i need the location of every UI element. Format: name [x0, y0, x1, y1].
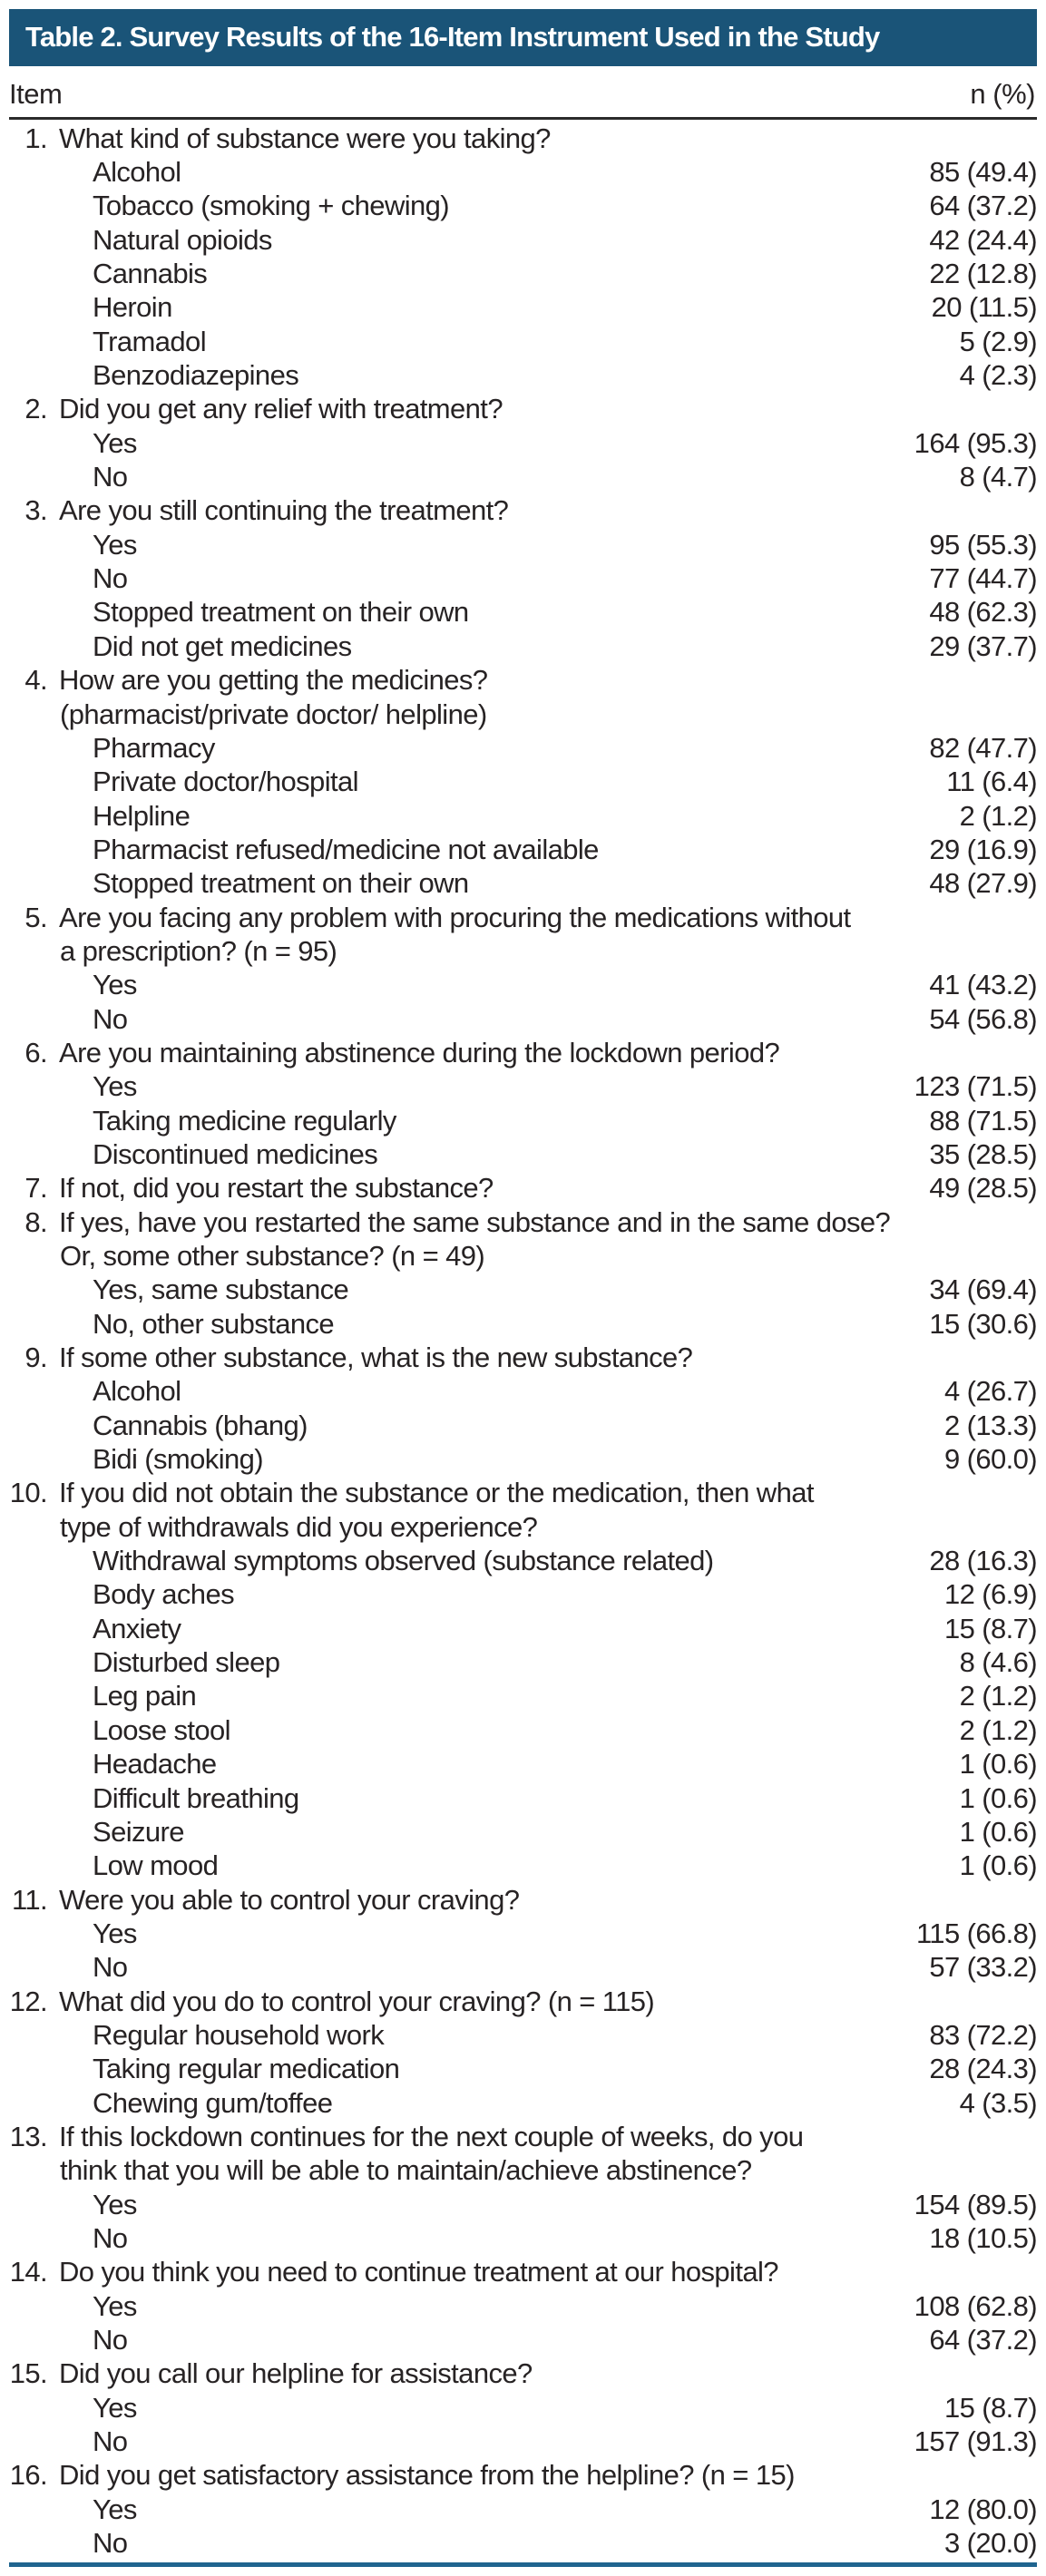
- answer-row: [9, 2323, 1037, 2356]
- table-title-bar: [9, 9, 1037, 66]
- answer-row: [9, 460, 1037, 493]
- question-number: 10.: [9, 1477, 47, 1509]
- answer-label: Loose stool: [93, 1713, 230, 1746]
- value-cell: 35 (28.5): [929, 1137, 1037, 1170]
- answer-row: [9, 867, 1037, 901]
- value-cell: 2 (1.2): [959, 799, 1037, 832]
- value-cell: 15 (8.7): [943, 2391, 1037, 2424]
- question-number: 1.: [24, 122, 47, 154]
- column-header-row: [9, 66, 1037, 117]
- answer-label: Heroin: [93, 291, 172, 324]
- answer-label: Chewing gum/toffee: [93, 2086, 333, 2119]
- answer-row: [9, 257, 1037, 290]
- answer-label: Stopped treatment on their own: [93, 867, 469, 900]
- value-cell: 8 (4.7): [959, 461, 1037, 493]
- question-number: 15.: [9, 2357, 47, 2390]
- value-cell: 49 (28.5): [929, 1172, 1037, 1205]
- value-cell: 12 (6.9): [943, 1578, 1037, 1611]
- question-row-continuation: [9, 934, 1037, 968]
- answer-label: Tramadol: [93, 325, 206, 357]
- answer-row: [9, 1849, 1037, 1883]
- question-text-continuation: think that you will be able to maintain/achieve abstinence?: [60, 2154, 752, 2187]
- question-row-continuation: [9, 2154, 1037, 2188]
- question-text-continuation: type of withdrawals did you experience?: [60, 1510, 538, 1543]
- answer-label: Helpline: [93, 799, 191, 832]
- question-text: If you did not obtain the substance or the medication, then what: [59, 1477, 814, 1509]
- answer-label: Yes: [93, 1070, 137, 1103]
- question-row: [9, 2357, 1037, 2391]
- question-text: Did you call our helpline for assistance?: [59, 2357, 533, 2390]
- answer-row: [9, 325, 1037, 358]
- value-cell: 22 (12.8): [929, 258, 1037, 290]
- value-cell: 3 (20.0): [943, 2527, 1037, 2560]
- answer-row: [9, 2425, 1037, 2458]
- value-cell: 48 (62.3): [929, 596, 1037, 629]
- answer-row: [9, 190, 1037, 223]
- question-number: 16.: [9, 2459, 47, 2492]
- value-cell: 108 (62.8): [914, 2289, 1037, 2322]
- answer-row: [9, 766, 1037, 799]
- question-row: [9, 1205, 1037, 1239]
- value-cell: 34 (69.4): [929, 1273, 1037, 1306]
- answer-label: Disturbed sleep: [93, 1646, 280, 1679]
- answer-label: Yes: [93, 969, 137, 1001]
- value-cell: 42 (24.4): [929, 223, 1037, 256]
- table-bottom-rule: [9, 2562, 1037, 2567]
- answer-label: Leg pain: [93, 1680, 197, 1712]
- answer-row: [9, 731, 1037, 765]
- question-text: Are you still continuing the treatment?: [59, 494, 509, 527]
- table-body: [9, 120, 1037, 2561]
- answer-label: Withdrawal symptoms observed (substance related): [93, 1545, 714, 1577]
- value-cell: 9 (60.0): [943, 1443, 1037, 1476]
- answer-label: No: [93, 1002, 128, 1035]
- value-cell: 8 (4.6): [959, 1646, 1037, 1679]
- value-cell: 48 (27.9): [929, 867, 1037, 900]
- value-cell: 12 (80.0): [929, 2493, 1037, 2525]
- answer-row: [9, 629, 1037, 663]
- answer-label: Yes: [93, 2391, 137, 2424]
- answer-label: Discontinued medicines: [93, 1137, 378, 1170]
- answer-label: No: [93, 1951, 128, 1984]
- answer-row: [9, 1748, 1037, 1781]
- answer-row: [9, 1409, 1037, 1442]
- answer-row: [9, 223, 1037, 257]
- answer-label: Yes: [93, 2188, 137, 2220]
- answer-row: [9, 1815, 1037, 1849]
- answer-row: [9, 969, 1037, 1002]
- question-text: Did you get any relief with treatment?: [59, 393, 503, 425]
- value-cell: 77 (44.7): [929, 562, 1037, 595]
- value-cell: 57 (33.2): [929, 1951, 1037, 1984]
- value-cell: 28 (24.3): [929, 2053, 1037, 2085]
- value-cell: 1 (0.6): [959, 1781, 1037, 1814]
- question-number: 9.: [24, 1342, 47, 1374]
- answer-label: Natural opioids: [93, 223, 272, 256]
- question-row: [9, 1036, 1037, 1069]
- question-text: Are you maintaining abstinence during the lockdown period?: [59, 1036, 780, 1068]
- question-number: 8.: [24, 1205, 47, 1238]
- question-row: [9, 664, 1037, 698]
- value-cell: 2 (1.2): [959, 1713, 1037, 1746]
- answer-label: Yes: [93, 2493, 137, 2525]
- answer-label: No: [93, 2324, 128, 2356]
- value-cell: 18 (10.5): [929, 2221, 1037, 2254]
- value-cell: 41 (43.2): [929, 969, 1037, 1001]
- answer-row: [9, 291, 1037, 325]
- question-text: If this lockdown continues for the next couple of weeks, do you: [59, 2120, 804, 2152]
- value-cell: 2 (13.3): [943, 1409, 1037, 1441]
- answer-label: No: [93, 461, 128, 493]
- answer-row: [9, 426, 1037, 460]
- answer-label: No: [93, 2221, 128, 2254]
- answer-label: Body aches: [93, 1578, 234, 1611]
- value-cell: 29 (37.7): [929, 629, 1037, 662]
- question-row-continuation: [9, 1239, 1037, 1273]
- question-number: 2.: [24, 393, 47, 425]
- value-cell: 64 (37.2): [929, 190, 1037, 222]
- answer-row: [9, 1781, 1037, 1815]
- question-text-continuation: a prescription? (n = 95): [60, 934, 337, 967]
- question-row: [9, 1341, 1037, 1374]
- value-cell: 88 (71.5): [929, 1104, 1037, 1137]
- question-text: How are you getting the medicines?: [59, 664, 488, 697]
- table-title: Table 2. Survey Results of the 16-Item Instrument Used in the Study: [25, 20, 880, 53]
- answer-row: [9, 2221, 1037, 2255]
- answer-row: [9, 2053, 1037, 2086]
- value-cell: 11 (6.4): [946, 766, 1037, 798]
- answer-row: [9, 1307, 1037, 1341]
- answer-row: [9, 2018, 1037, 2052]
- answer-row: [9, 799, 1037, 833]
- answer-label: Alcohol: [93, 156, 181, 189]
- answer-label: No: [93, 562, 128, 595]
- question-text: Did you get satisfactory assistance from the helpline? (n = 15): [59, 2459, 795, 2492]
- answer-row: [9, 1544, 1037, 1577]
- answer-label: Tobacco (smoking + chewing): [93, 190, 450, 222]
- answer-label: Did not get medicines: [93, 629, 352, 662]
- answer-label: No: [93, 2527, 128, 2560]
- answer-label: No: [93, 2425, 128, 2458]
- value-cell: 95 (55.3): [929, 528, 1037, 561]
- question-row: [9, 1172, 1037, 1205]
- answer-label: Taking medicine regularly: [93, 1104, 396, 1137]
- value-cell: 85 (49.4): [929, 156, 1037, 189]
- answer-row: [9, 1578, 1037, 1612]
- question-text-continuation: (pharmacist/private doctor/ helpline): [60, 698, 487, 730]
- answer-row: [9, 2086, 1037, 2120]
- answer-row: [9, 1951, 1037, 1985]
- answer-row: [9, 1713, 1037, 1747]
- answer-row: [9, 1070, 1037, 1104]
- question-text: Were you able to control your craving?: [59, 1883, 520, 1916]
- answer-label: Yes: [93, 528, 137, 561]
- answer-label: Difficult breathing: [93, 1781, 299, 1814]
- value-cell: 154 (89.5): [914, 2188, 1037, 2220]
- answer-label: Cannabis (bhang): [93, 1409, 308, 1441]
- answer-label: Regular household work: [93, 2018, 385, 2051]
- question-row: [9, 1883, 1037, 1917]
- column-header-item: Item: [9, 78, 63, 110]
- value-cell: 15 (30.6): [929, 1307, 1037, 1340]
- column-header-n-percent: n (%): [970, 78, 1035, 110]
- question-number: 5.: [24, 901, 47, 933]
- value-cell: 82 (47.7): [929, 731, 1037, 764]
- question-row: [9, 1477, 1037, 1510]
- answer-row: [9, 358, 1037, 392]
- value-cell: 28 (16.3): [929, 1545, 1037, 1577]
- answer-row: [9, 2493, 1037, 2526]
- answer-row: [9, 1273, 1037, 1307]
- answer-label: Pharmacist refused/medicine not available: [93, 833, 599, 865]
- question-row-continuation: [9, 698, 1037, 731]
- question-text: Do you think you need to continue treatment at our hospital?: [59, 2256, 778, 2288]
- value-cell: 1 (0.6): [959, 1815, 1037, 1848]
- answer-label: Bidi (smoking): [93, 1443, 263, 1476]
- answer-label: Stopped treatment on their own: [93, 596, 469, 629]
- answer-label: Cannabis: [93, 258, 208, 290]
- question-number: 12.: [9, 1985, 47, 2017]
- value-cell: 83 (72.2): [929, 2018, 1037, 2051]
- answer-label: Taking regular medication: [93, 2053, 400, 2085]
- question-text-continuation: Or, some other substance? (n = 49): [60, 1240, 485, 1273]
- value-cell: 123 (71.5): [914, 1070, 1037, 1103]
- value-cell: 164 (95.3): [914, 426, 1037, 459]
- question-number: 4.: [24, 664, 47, 697]
- question-number: 3.: [24, 494, 47, 527]
- value-cell: 157 (91.3): [914, 2425, 1037, 2458]
- question-row-continuation: [9, 1510, 1037, 1544]
- value-cell: 1 (0.6): [959, 1849, 1037, 1882]
- answer-row: [9, 528, 1037, 561]
- question-text: If not, did you restart the substance?: [59, 1172, 494, 1205]
- answer-label: Low mood: [93, 1849, 219, 1882]
- question-row: [9, 1985, 1037, 2018]
- value-cell: 20 (11.5): [931, 291, 1037, 324]
- value-cell: 64 (37.2): [929, 2324, 1037, 2356]
- answer-row: [9, 1645, 1037, 1679]
- value-cell: 2 (1.2): [959, 1680, 1037, 1712]
- value-cell: 5 (2.9): [959, 325, 1037, 357]
- answer-label: Seizure: [93, 1815, 184, 1848]
- question-text: What kind of substance were you taking?: [59, 122, 551, 154]
- answer-row: [9, 1442, 1037, 1476]
- answer-row: [9, 596, 1037, 629]
- question-row: [9, 393, 1037, 426]
- answer-row: [9, 1917, 1037, 1950]
- answer-label: Pharmacy: [93, 731, 215, 764]
- answer-label: Anxiety: [93, 1612, 181, 1644]
- answer-label: Private doctor/hospital: [93, 766, 358, 798]
- value-cell: 4 (26.7): [943, 1375, 1037, 1408]
- answer-row: [9, 833, 1037, 866]
- answer-row: [9, 2188, 1037, 2221]
- answer-label: Yes: [93, 426, 137, 459]
- question-text: What did you do to control your craving? (n = 115): [59, 1985, 655, 2017]
- answer-row: [9, 2289, 1037, 2323]
- question-row: [9, 2256, 1037, 2289]
- value-cell: 1 (0.6): [959, 1748, 1037, 1781]
- answer-row: [9, 1375, 1037, 1409]
- answer-row: [9, 1680, 1037, 1713]
- answer-label: Yes: [93, 1917, 137, 1949]
- answer-label: Yes: [93, 2289, 137, 2322]
- value-cell: 15 (8.7): [943, 1612, 1037, 1644]
- value-cell: 29 (16.9): [929, 833, 1037, 865]
- answer-label: Alcohol: [93, 1375, 181, 1408]
- question-number: 7.: [24, 1172, 47, 1205]
- answer-row: [9, 155, 1037, 189]
- answer-label: Yes, same substance: [93, 1273, 349, 1306]
- question-row: [9, 494, 1037, 528]
- answer-row: [9, 1002, 1037, 1036]
- answer-row: [9, 1612, 1037, 1645]
- answer-label: Headache: [93, 1748, 217, 1781]
- question-text: Are you facing any problem with procuring the medications without: [59, 901, 851, 933]
- question-row: [9, 2120, 1037, 2153]
- question-row: [9, 901, 1037, 934]
- value-cell: 4 (2.3): [959, 359, 1037, 392]
- answer-row: [9, 2526, 1037, 2560]
- value-cell: 115 (66.8): [915, 1917, 1037, 1949]
- answer-label: Benzodiazepines: [93, 359, 299, 392]
- question-number: 14.: [9, 2256, 47, 2288]
- question-text: If yes, have you restarted the same substance and in the same dose?: [59, 1205, 891, 1238]
- answer-label: No, other substance: [93, 1307, 335, 1340]
- answer-row: [9, 561, 1037, 595]
- answer-row: [9, 1137, 1037, 1171]
- answer-row: [9, 2391, 1037, 2425]
- question-text: If some other substance, what is the new substance?: [59, 1342, 693, 1374]
- question-number: 6.: [24, 1036, 47, 1068]
- question-number: 11.: [12, 1883, 47, 1916]
- value-cell: 54 (56.8): [929, 1002, 1037, 1035]
- answer-row: [9, 1104, 1037, 1137]
- question-number: 13.: [9, 2120, 47, 2152]
- question-row: [9, 122, 1037, 155]
- question-row: [9, 2459, 1037, 2493]
- value-cell: 4 (3.5): [959, 2086, 1037, 2119]
